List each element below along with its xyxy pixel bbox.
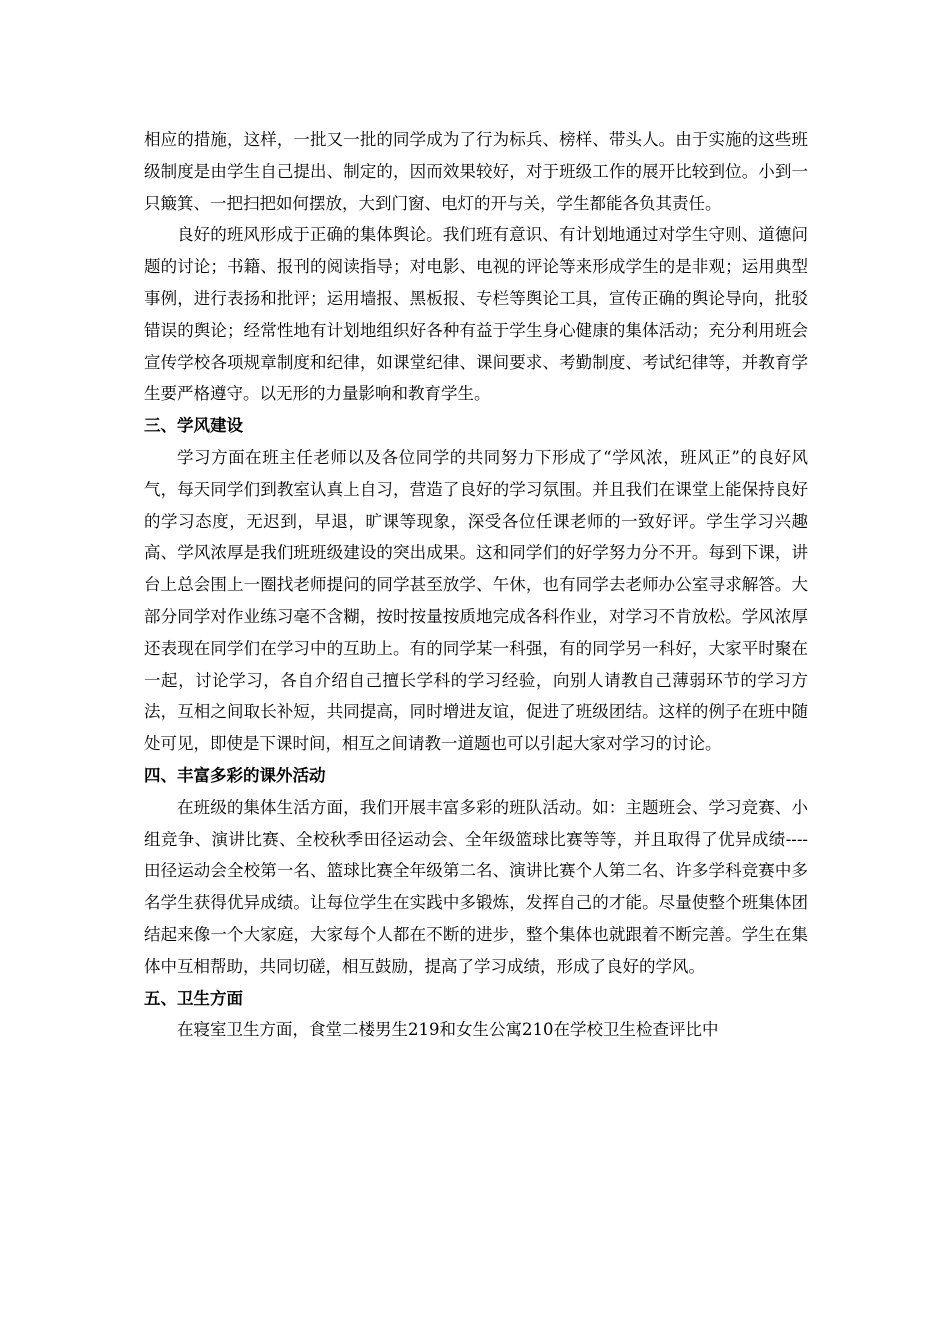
- section-heading-study-style: 三、学风建设: [144, 416, 243, 436]
- section-heading-hygiene: 五、卫生方面: [144, 988, 243, 1008]
- section-heading-activities: 四、丰富多彩的课外活动: [144, 765, 326, 785]
- paragraph-public-opinion: 良好的班风形成于正确的集体舆论。我们班有意识、有计划地通过对学生守则、道德问题的讨论；书籍、报刊的阅读指导；对电影、电视的评论等来形成学生的是非观；运用典型事例，进行表扬和批评；运用墙报、黑板报、专栏等舆论工具，宣传正确的舆论导向，批驳错误的舆论；经常性地有计划地组织好各种有益于学生身心健康的集体活动；充分利用班会宣传学校各项规章制度和纪律，如课堂纪律、课间要求、考勤制度、考试纪律等，并教育学生要严格遵守。以无形的力量影响和教育学生。: [144, 225, 808, 404]
- paragraph-hygiene: 在寝室卫生方面，食堂二楼男生219和女生公寓210在学校卫生检查评比中: [177, 1020, 719, 1040]
- document-page: [144, 124, 808, 1046]
- paragraph-study-style: 学习方面在班主任老师以及各位同学的共同努力下形成了“学风浓，班风正”的良好风气，每天同学们到教室认真上自习，营造了良好的学习氛围。并且我们在课堂上能保持良好的学习态度，无迟到，早退，旷课等现象，深受各位任课老师的一致好评。学生学习兴趣高、学风浓厚是我们班班级建设的突出成果。这和同学们的好学努力分不开。每到下课，讲台上总会围上一圈找老师提问的同学甚至放学、午休，也有同学去老师办公室寻求解答。大部分同学对作业练习毫不含糊，按时按量按质地完成各科作业，对学习不肯放松。学风浓厚还表现在同学们在学习中的互助上。有的同学某一科强，有的同学另一科好，大家平时聚在一起，讨论学习，各自介绍自己擅长学科的学习经验，向别人请教自己薄弱环节的学习方法，互相之间取长补短，共同提高，同时增进友谊，促进了班级团结。这样的例子在班中随处可见，即使是下课时间，相互之间请教一道题也可以引起大家对学习的讨论。: [144, 447, 808, 754]
- paragraph-activities: 在班级的集体生活方面，我们开展丰富多彩的班队活动。如：主题班会、学习竞赛、小组竞争、演讲比赛、全校秋季田径运动会、全年级篮球比赛等等，并且取得了优异成绩----田径运动会全校第一名、篮球比赛全年级第二名、演讲比赛个人第二名、许多学科竞赛中多名学生获得优异成绩。让每位学生在实践中多锻炼，发挥自己的才能。尽量使整个班集体团结起来像一个大家庭，大家每个人都在不断的进步，整个集体也就跟着不断完善。学生在集体中互相帮助，共同切磋，相互鼓励，提高了学习成绩，形成了良好的学风。: [144, 797, 808, 976]
- paragraph-class-rules: 相应的措施，这样，一批又一批的同学成为了行为标兵、榜样、带头人。由于实施的这些班级制度是由学生自己提出、制定的，因而效果较好，对于班级工作的展开比较到位。小到一只簸箕、一把扫把如何摆放，大到门窗、电灯的开与关，学生都能各负其责任。: [144, 130, 808, 213]
